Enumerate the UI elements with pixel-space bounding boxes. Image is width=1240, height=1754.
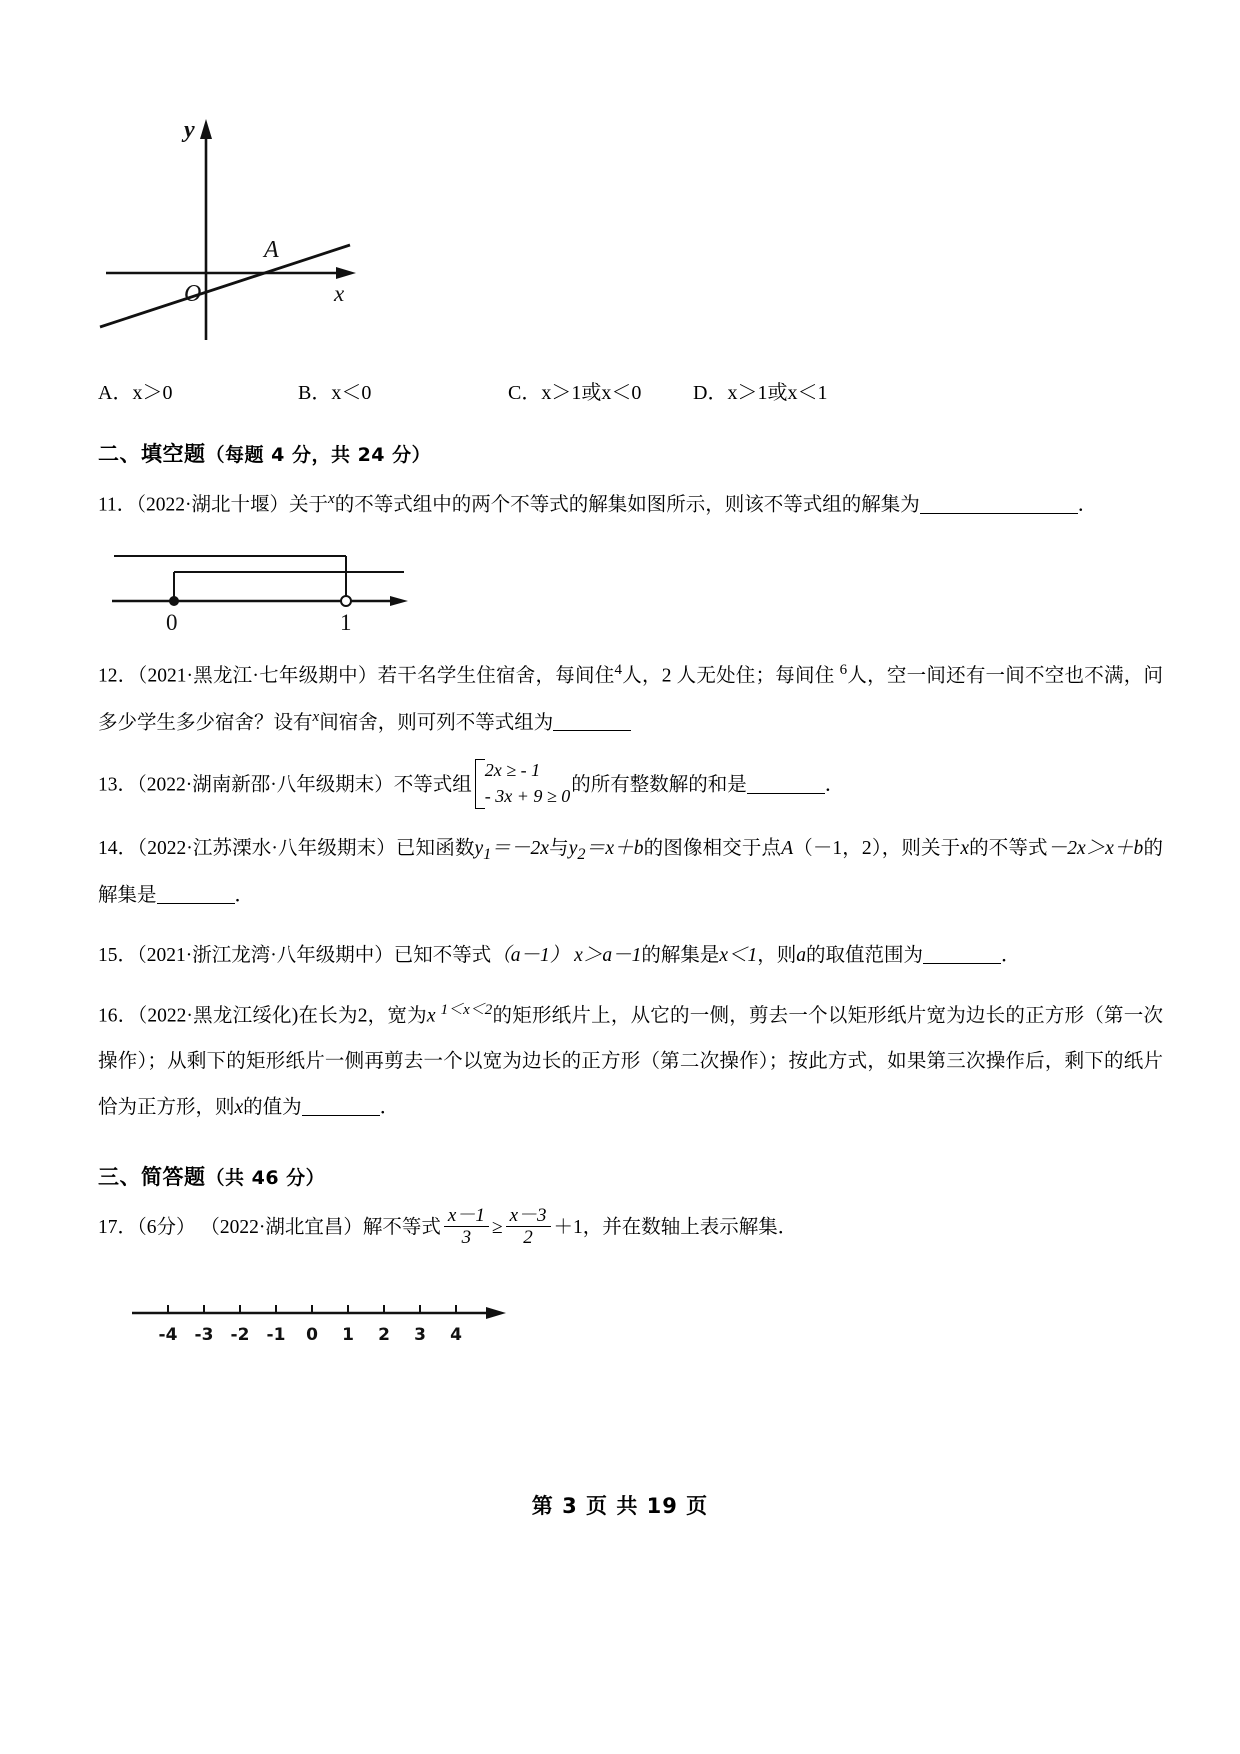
- point-a-label: A: [264, 237, 279, 263]
- question-14: [98, 826, 1163, 919]
- question-15-text-a: 已知不等式: [393, 945, 492, 967]
- question-11-answer-blank-2[interactable]: [1016, 513, 1078, 514]
- question-12-text-a: 若干名学生住宿舍，每间住: [377, 665, 615, 687]
- numberline-17-tick-labels: [159, 1325, 463, 1345]
- question-13-source: （2022·湖南新邵·八年级期末）: [137, 774, 394, 796]
- question-17: [98, 1205, 1163, 1251]
- x-axis-label: x: [334, 281, 345, 306]
- tick-label-4: 4: [450, 1324, 462, 1345]
- coordinate-axes-figure: [98, 105, 498, 370]
- numberline-17-svg: [108, 1295, 528, 1357]
- question-14-function-1-sub: 1: [483, 845, 492, 864]
- section-2-heading: [98, 438, 1163, 468]
- question-15-tail: ．: [1001, 945, 1021, 967]
- question-16-number: 16．: [98, 1005, 138, 1027]
- question-15-inequality: x＞a－1: [574, 945, 642, 967]
- section-3-points: （共 46 分）: [205, 1166, 326, 1189]
- question-14-number: 14．: [98, 838, 138, 860]
- question-14-function-2-sub: 2: [577, 845, 586, 864]
- option-a[interactable]: A．x＞0: [98, 382, 173, 404]
- question-15-variable: a: [796, 945, 807, 967]
- linear-function-line: [100, 245, 350, 327]
- question-16-source: （2022·黑龙江绥化): [137, 1005, 299, 1027]
- question-14-point-coord: （－1，2）: [793, 838, 882, 860]
- section-3-heading: [98, 1161, 1163, 1191]
- question-16-text-b: ，宽为: [367, 1005, 427, 1027]
- question-15: [98, 933, 1163, 979]
- section-2-title: 二、填空题: [98, 442, 206, 466]
- option-b[interactable]: B．x＜0: [298, 382, 372, 404]
- question-16-text-c: 的矩形纸片上，从它的一侧，剪去一个以矩形纸片宽为边长的正方形（第一次操作）；从剩下的矩形纸片一侧再剪去一个以宽为边长的正方形（第二次操作）；按此方式，如果第三次操作后，剩下的纸片恰为正方形，则: [98, 1005, 1163, 1118]
- question-16-range: 1＜x＜2: [440, 1001, 493, 1018]
- y-axis-label: y: [184, 117, 195, 143]
- page-footer: 第 3 页 共 19 页: [531, 1494, 709, 1518]
- question-11: [98, 482, 1163, 528]
- question-16-tail: ．: [379, 1096, 400, 1118]
- page-content: [98, 0, 1163, 1362]
- question-17-source: （2022·湖北宜昌）: [200, 1216, 363, 1238]
- question-13-number: 13．: [98, 774, 138, 796]
- question-12-text-d: 间宿舍，则可列不等式组为: [319, 712, 554, 734]
- question-17-text-a: 解不等式: [362, 1216, 441, 1238]
- question-14-function-1: y: [474, 838, 484, 860]
- question-14-source: （2022·江苏溧水·八年级期末）: [137, 838, 396, 860]
- question-13: [98, 760, 1163, 812]
- question-15-inequality-coef: （a－1）: [491, 945, 570, 967]
- question-11-text-a: 关于: [289, 494, 329, 516]
- question-17-fraction-1: [444, 1205, 489, 1249]
- question-11-source: （2022·湖北十堰）: [136, 494, 290, 516]
- question-11-number: 11．: [98, 494, 137, 516]
- question-12-number-2: 6: [839, 662, 848, 679]
- question-15-solution: x＜1: [719, 945, 758, 967]
- question-14-text-e: 的不等式: [968, 838, 1048, 860]
- question-16: [98, 993, 1163, 1131]
- question-17-fraction-2: [506, 1205, 551, 1249]
- question-12-answer-blank[interactable]: [553, 730, 631, 731]
- question-12: [98, 653, 1163, 746]
- question-16-answer-blank[interactable]: [302, 1115, 380, 1116]
- question-17-fraction-2-numerator: x－3: [509, 1204, 547, 1226]
- question-12-source: （2021·黑龙江·七年级期中）: [137, 665, 378, 687]
- numberline-arrow: [390, 596, 408, 606]
- question-15-number: 15．: [98, 945, 138, 967]
- question-16-variable-2: x: [234, 1096, 244, 1118]
- numberline-11-svg: [106, 544, 416, 634]
- question-14-text-c: 的图像相交于点: [643, 838, 782, 860]
- question-16-variable: x: [426, 1005, 436, 1027]
- question-16-length: 2: [357, 1005, 368, 1027]
- question-15-answer-blank[interactable]: [923, 963, 1001, 964]
- question-15-text-c: ，则: [757, 945, 797, 967]
- tick-label-2: 2: [378, 1324, 390, 1345]
- question-14-function-2-rest: ＝x＋b: [585, 838, 644, 860]
- filled-point-0: [169, 596, 179, 606]
- question-17-fraction-1-numerator: x－1: [447, 1204, 485, 1226]
- question-15-text-d: 的取值范围为: [806, 945, 924, 967]
- option-c[interactable]: C．x＞1或x＜0: [508, 382, 642, 404]
- question-11-answer-blank[interactable]: [920, 513, 1016, 514]
- question-11-text-b: 的不等式组中的两个不等式的解集如图所示，则该不等式组的解集为: [334, 494, 920, 516]
- origin-label: O: [184, 281, 202, 307]
- question-13-system-row-1: 2x ≥ - 1: [484, 759, 541, 780]
- question-14-text-d: ，则关于: [881, 838, 961, 860]
- numberline-label-1: 1: [340, 610, 352, 635]
- question-14-answer-blank[interactable]: [157, 903, 235, 904]
- tick-label-minus1: -1: [266, 1324, 286, 1345]
- question-17-text-b: ，并在数轴上表示解集．: [582, 1216, 798, 1238]
- question-14-text-a: 已知函数: [395, 838, 475, 860]
- section-2-points: （每题 4 分，共 24 分）: [205, 444, 432, 466]
- question-14-text-f: 的解集是: [98, 838, 1163, 907]
- question-13-system: [473, 757, 571, 809]
- tick-label-0: 0: [306, 1324, 318, 1345]
- question-17-plus-one: ＋1: [553, 1216, 583, 1238]
- tick-label-minus4: -4: [158, 1324, 178, 1345]
- answer-options: [98, 378, 1163, 408]
- section-3-title: 三、简答题: [98, 1164, 206, 1189]
- question-14-function-2: y: [568, 838, 578, 860]
- question-12-variable: x: [312, 708, 320, 725]
- question-17-fraction-1-denominator: 3: [444, 1226, 489, 1248]
- question-12-text-b: 人，2 人无处住；每间住: [622, 665, 835, 687]
- question-14-function-1-rest: ＝－2x: [491, 838, 549, 860]
- tick-label-minus3: -3: [194, 1324, 214, 1345]
- question-12-text-c: 人，空一间还有一间不空也不满，问多少学生多少宿舍？设有: [98, 665, 1163, 734]
- tick-label-3: 3: [414, 1324, 426, 1345]
- question-16-text-a: 在长为: [298, 1005, 358, 1027]
- tick-label-minus2: -2: [230, 1324, 250, 1345]
- question-14-tail: ．: [234, 885, 255, 907]
- question-13-text-b: 的所有整数解的和是: [571, 774, 747, 796]
- open-point-1: [341, 596, 351, 606]
- question-14-inequality: －2x＞x＋b: [1047, 838, 1144, 860]
- question-11-numberline-figure: [106, 544, 1163, 639]
- numberline-17-arrow: [486, 1307, 506, 1319]
- question-16-text-d: 的值为: [243, 1096, 302, 1118]
- y-axis-arrow: [200, 119, 212, 139]
- question-15-text-b: 的解集是: [641, 945, 720, 967]
- question-14-text-b: 与: [548, 838, 569, 860]
- question-13-answer-blank[interactable]: [747, 793, 825, 794]
- question-12-number-1: 4: [614, 662, 622, 679]
- question-15-source: （2021·浙江龙湾·八年级期中）: [137, 945, 394, 967]
- x-axis-arrow: [336, 267, 356, 279]
- question-14-point: A: [781, 838, 794, 860]
- axes-svg: [98, 105, 428, 355]
- question-13-tail: ．: [824, 774, 845, 796]
- question-11-variable: x: [328, 491, 335, 507]
- question-17-numberline-figure: [108, 1295, 1163, 1362]
- question-13-system-row-2: - 3x + 9 ≥ 0: [484, 786, 571, 807]
- question-13-text-a: 不等式组: [393, 774, 472, 796]
- tick-label-1: 1: [342, 1324, 354, 1345]
- question-17-score: （6分）: [137, 1216, 196, 1238]
- question-14-variable: x: [960, 838, 969, 860]
- question-12-number: 12．: [98, 665, 138, 687]
- question-17-relation: ≥: [491, 1216, 503, 1238]
- question-17-fraction-2-denominator: 2: [506, 1226, 551, 1248]
- question-17-number: 17．: [98, 1216, 138, 1238]
- option-d[interactable]: D．x＞1或x＜1: [693, 382, 828, 404]
- numberline-label-0: 0: [166, 610, 178, 635]
- question-11-tail: ．: [1077, 494, 1098, 516]
